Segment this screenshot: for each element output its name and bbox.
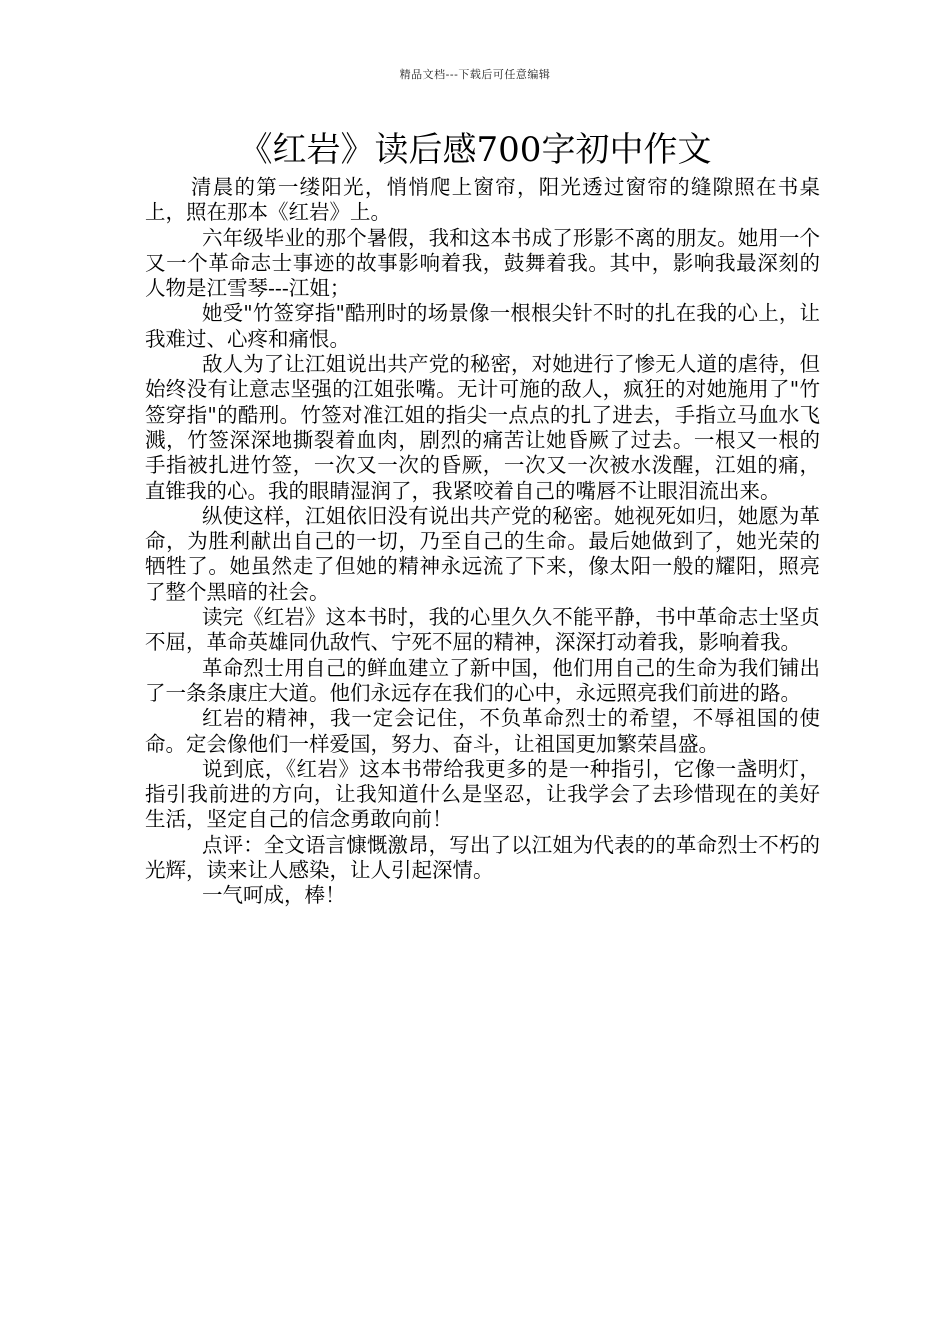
page-header-note: 精品文档---下载后可任意编辑 (399, 68, 551, 81)
paragraph: 纵使这样，江姐依旧没有说出共产党的秘密。她视死如归，她愿为革命，为胜利献出自己的一切，乃至自己的生命。最后她做到了，她光荣的牺牲了。她虽然走了但她的精神永远流了下来，像太阳一般的耀阳，照亮了整个黑暗的社会。 (145, 503, 820, 604)
paragraph: 革命烈士用自己的鲜血建立了新中国，他们用自己的生命为我们铺出了一条条康庄大道。他们永远存在我们的心中，永远照亮我们前进的路。 (145, 655, 820, 705)
paragraph: 清晨的第一缕阳光，悄悄爬上窗帘，阳光透过窗帘的缝隙照在书桌上，照在那本《红岩》上。 (145, 175, 820, 225)
closing-remark: 一气呵成，棒！ (202, 883, 346, 908)
paragraph: 六年级毕业的那个暑假，我和这本书成了形影不离的朋友。她用一个又一个革命志士事迹的故事影响着我，鼓舞着我。其中，影响我最深刻的人物是江雪琴---江姐； (145, 225, 820, 301)
paragraph: 读完《红岩》这本书时，我的心里久久不能平静，书中革命志士坚贞不屈，革命英雄同仇敌忾、宁死不屈的精神，深深打动着我，影响着我。 (145, 605, 820, 655)
document-body (145, 175, 820, 909)
review-comment: 点评：全文语言慷慨激昂，写出了以江姐为代表的的革命烈士不朽的光辉，读来让人感染，让人引起深情。 (145, 832, 820, 883)
paragraph: 敌人为了让江姐说出共产党的秘密，对她进行了惨无人道的虐待，但始终没有让意志坚强的江姐张嘴。无计可施的敌人，疯狂的对她施用了"竹签穿指"的酷刑。竹签对准江姐的指尖一点点的扎了进去，手指立马血水飞溅，竹签深深地撕裂着血肉，剧烈的痛苦让她昏厥了过去。一根又一根的手指被扎进竹签，一次又一次的昏厥，一次又一次被水泼醒，江姐的痛，直锥我的心。我的眼睛湿润了，我紧咬着自己的嘴唇不让眼泪流出来。 (145, 352, 820, 503)
document-title: 《红岩》读后感700字初中作文 (238, 130, 712, 170)
paragraph: 说到底，《红岩》这本书带给我更多的是一种指引，它像一盏明灯，指引我前进的方向，让我知道什么是坚忍，让我学会了去珍惜现在的美好生活，坚定自己的信念勇敢向前！ (145, 756, 820, 832)
paragraph: 她受"竹签穿指"酷刑时的场景像一根根尖针不时的扎在我的心上，让我难过、心疼和痛恨。 (145, 301, 820, 351)
paragraph: 红岩的精神，我一定会记住，不负革命烈士的希望，不辱祖国的使命。定会像他们一样爱国，努力、奋斗，让祖国更加繁荣昌盛。 (145, 706, 820, 756)
